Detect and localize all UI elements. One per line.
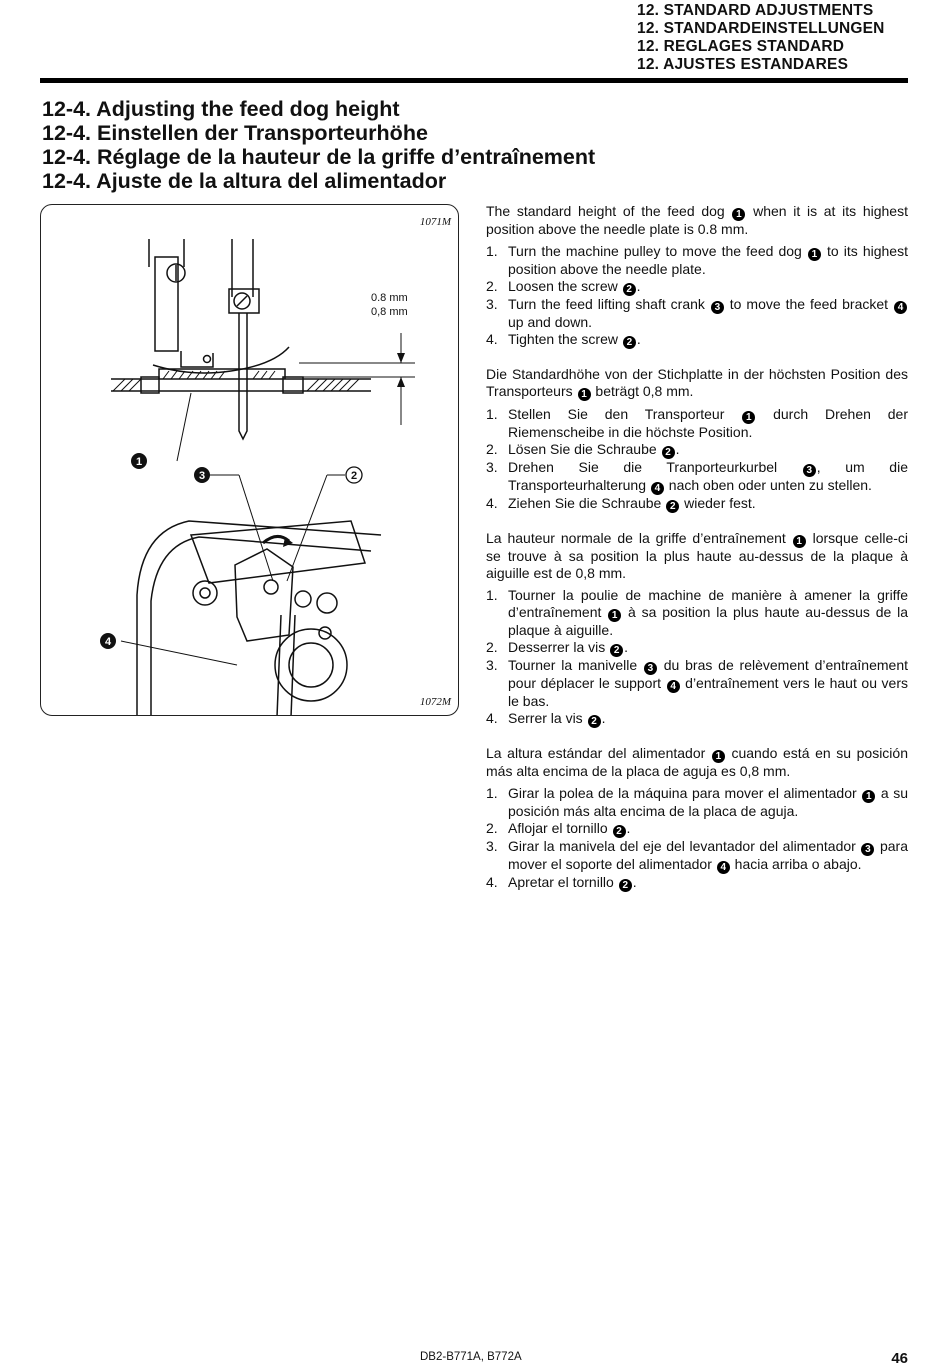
- step-item: [486, 296, 908, 331]
- presser-pin: [204, 356, 211, 363]
- callout-3: [194, 467, 210, 483]
- step-number: 1.: [486, 587, 498, 603]
- page-number: 46: [891, 1350, 908, 1367]
- step-item: [486, 587, 908, 639]
- section-title-es: 12-4. Ajuste de la altura del alimentador: [42, 169, 447, 193]
- intro-text: lorsque celle-ci se trouve à sa position la plus haute au-dessus de la plaque à aiguille est de 0,8 mm.: [486, 530, 908, 581]
- figure-code-top: 1071M: [419, 216, 451, 228]
- step-number: 3.: [486, 459, 498, 475]
- step-text: Girar la polea de la máquina para mover el alimentador 1 a su posición más alta encima de la placa de aguja.: [508, 785, 908, 819]
- header-rule: [40, 78, 908, 83]
- callout-bullet: 2: [619, 879, 632, 892]
- hook-screw: [319, 627, 331, 639]
- callout-bullet: 2: [613, 825, 626, 838]
- callout-4: [100, 633, 116, 649]
- eccentric-nut: [317, 593, 337, 613]
- callout-bullet: 1: [862, 790, 875, 803]
- callout-2: [346, 467, 362, 483]
- callout-bullet: 4: [717, 861, 730, 874]
- callout-bullet: 4: [651, 482, 664, 495]
- step-item: [486, 820, 908, 838]
- dimension-arrowhead-top: [397, 353, 405, 363]
- hook-wheel: [275, 629, 347, 701]
- steps-de: [486, 406, 908, 513]
- callout-bullet: 2: [588, 715, 601, 728]
- steps-es: [486, 785, 908, 892]
- leader-line-4: [121, 641, 237, 665]
- step-text: Aflojar el tornillo 2 .: [508, 820, 631, 837]
- feed-bracket: [235, 549, 293, 641]
- chapter-title-en: 12. STANDARD ADJUSTMENTS: [637, 2, 874, 19]
- callout-bullet: 4: [667, 680, 680, 693]
- step-number: 3.: [486, 296, 498, 312]
- feed-dog-tooth: [261, 371, 267, 379]
- callout-bullet: 2: [662, 446, 675, 459]
- dimension-arrowhead-bottom: [397, 377, 405, 387]
- section-titles: [42, 97, 595, 193]
- svg-text:2: 2: [350, 470, 358, 482]
- step-number: 1.: [486, 243, 498, 259]
- needle-clamp-slot: [237, 296, 247, 306]
- step-text: Drehen Sie die Tranporteurkurbel 3 , um die Transporteurhalterung 4 nach oben oder unten zu stellen.: [508, 459, 908, 494]
- feed-dog-tooth: [163, 371, 169, 379]
- chapter-title-de: 12. STANDARDEINSTELLUNGEN: [637, 20, 885, 37]
- leader-line-1: [177, 393, 191, 461]
- feed-bracket-upper: [191, 521, 365, 583]
- callout-bullet: 2: [623, 283, 636, 296]
- callout-bullet: 2: [610, 644, 623, 657]
- feed-dog-tooth: [203, 371, 209, 379]
- shaft-collar: [193, 581, 217, 605]
- callout-bullet: 3: [803, 464, 816, 477]
- step-number: 2.: [486, 820, 498, 836]
- figure-code-bottom: 1072M: [419, 696, 451, 708]
- callout-bullet: 1: [808, 248, 821, 261]
- step-number: 3.: [486, 657, 498, 673]
- feed-dog-tooth: [269, 371, 275, 379]
- callout-bullet: 1: [712, 750, 725, 763]
- callout-1: [131, 453, 147, 469]
- intro-text: La altura estándar del alimentador: [486, 745, 711, 761]
- presser-foot-heel: [181, 351, 213, 367]
- intro-fr: [486, 530, 908, 582]
- mechanism-arm: [277, 615, 281, 716]
- shaft-collar-center: [200, 588, 210, 598]
- callout-bullet: 1: [742, 411, 755, 424]
- footer-model-code: DB2-B771A, B772A: [420, 1351, 522, 1363]
- step-text: Stellen Sie den Transporteur 1 durch Drehen der Riemenscheibe in die höchste Position.: [508, 406, 908, 440]
- step-number: 4.: [486, 331, 498, 347]
- step-item: [486, 785, 908, 820]
- step-number: 4.: [486, 495, 498, 511]
- step-item: [486, 243, 908, 278]
- steps-fr: [486, 587, 908, 728]
- step-item: [486, 278, 908, 296]
- callout-bullet: 2: [666, 500, 679, 513]
- intro-en: [486, 203, 908, 238]
- section-title-fr: 12-4. Réglage de la hauteur de la griffe d’entraînement: [42, 145, 596, 169]
- step-text: Tourner la manivelle 3 du bras de relèvement d’entraînement pour déplacer le support 4 d’entraînement vers le haut ou vers le bas.: [508, 657, 909, 709]
- svg-text:4: 4: [104, 636, 112, 648]
- dimension-label-de: 0,8 mm: [371, 306, 408, 318]
- step-text: Ziehen Sie die Schraube 2 wieder fest.: [508, 495, 756, 512]
- step-text: Tourner la poulie de machine de manière à amener la griffe d’entraînement 1 à sa position la plus haute au-dessus de la plaque à aiguille.: [508, 587, 908, 638]
- intro-text: Die Standardhöhe von der Stichplatte in der höchsten Position des Transporteurs: [486, 366, 908, 399]
- machine-bed-outline: [137, 521, 381, 716]
- chapter-title-es: 12. AJUSTES ESTANDARES: [637, 56, 849, 73]
- step-number: 2.: [486, 278, 498, 294]
- step-item: [486, 406, 908, 441]
- step-item: [486, 441, 908, 459]
- callout-bullet: 2: [623, 336, 636, 349]
- step-text: Desserrer la vis 2 .: [508, 639, 629, 656]
- intro-text: beträgt 0,8 mm.: [591, 383, 694, 399]
- step-item: [486, 838, 908, 874]
- step-text: Loosen the screw 2 .: [508, 278, 641, 295]
- svg-text:1: 1: [135, 456, 143, 468]
- hook-wheel-inner: [289, 643, 333, 687]
- step-text: Lösen Sie die Schraube 2 .: [508, 441, 680, 458]
- needle: [239, 313, 247, 439]
- step-item: [486, 710, 908, 728]
- callout-bullet: 1: [732, 208, 745, 221]
- step-item: [486, 657, 908, 710]
- step-item: [486, 495, 908, 513]
- step-item: [486, 459, 908, 495]
- feed-dog-illustration: [41, 205, 459, 716]
- step-number: 1.: [486, 785, 498, 801]
- feed-dog-tooth: [253, 371, 259, 379]
- step-text: Apretar el tornillo 2 .: [508, 874, 637, 891]
- step-number: 2.: [486, 441, 498, 457]
- steps-en: [486, 243, 908, 349]
- chapter-title-fr: 12. REGLAGES STANDARD: [637, 38, 845, 55]
- mechanism-arm: [291, 615, 295, 716]
- section-title-de: 12-4. Einstellen der Transporteurhöhe: [42, 121, 428, 145]
- step-item: [486, 874, 908, 892]
- step-text: Turn the machine pulley to move the feed dog 1 to its highest position above the needle plate.: [508, 243, 908, 277]
- step-number: 2.: [486, 639, 498, 655]
- callout-bullet: 1: [578, 388, 591, 401]
- instructions-column: [486, 203, 908, 909]
- intro-text: cuando está en su posición más alta encima de la placa de aguja es 0,8 mm.: [486, 745, 908, 779]
- svg-text:3: 3: [198, 470, 206, 482]
- callout-bullet: 1: [608, 609, 621, 622]
- step-number: 3.: [486, 838, 498, 854]
- step-number: 4.: [486, 710, 498, 726]
- step-number: 1.: [486, 406, 498, 422]
- chapter-header: [637, 2, 912, 74]
- intro-text: The standard height of the feed dog: [486, 203, 732, 219]
- section-title-en: 12-4. Adjusting the feed dog height: [42, 97, 400, 121]
- callout-bullet: 3: [644, 662, 657, 675]
- intro-de: [486, 366, 908, 401]
- step-text: Tighten the screw 2 .: [508, 331, 641, 348]
- dimension-label-en: 0.8 mm: [371, 292, 408, 304]
- step-text: Girar la manivela del eje del levantador del alimentador 3 para mover el soporte del alimentador 4 hacia arriba o abajo.: [508, 838, 908, 873]
- callout-bullet: 4: [894, 301, 907, 314]
- step-item: [486, 639, 908, 657]
- step-text: Turn the feed lifting shaft crank 3 to move the feed bracket 4 up and down.: [508, 296, 908, 331]
- intro-text: La hauteur normale de la griffe d’entraînement: [486, 530, 792, 546]
- feed-dog-tooth: [171, 371, 177, 379]
- step-text: Serrer la vis 2 .: [508, 710, 606, 727]
- intro-es: [486, 745, 908, 780]
- step-item: [486, 331, 908, 349]
- callout-bullet: 3: [711, 301, 724, 314]
- crank-screw: [264, 580, 278, 594]
- figure-box: [40, 204, 459, 716]
- callout-bullet: 1: [793, 535, 806, 548]
- step-number: 4.: [486, 874, 498, 890]
- crank-screw-2: [295, 591, 311, 607]
- callout-bullet: 3: [861, 843, 874, 856]
- intro-text: when it is at its highest position above the needle plate is 0.8 mm.: [486, 203, 908, 237]
